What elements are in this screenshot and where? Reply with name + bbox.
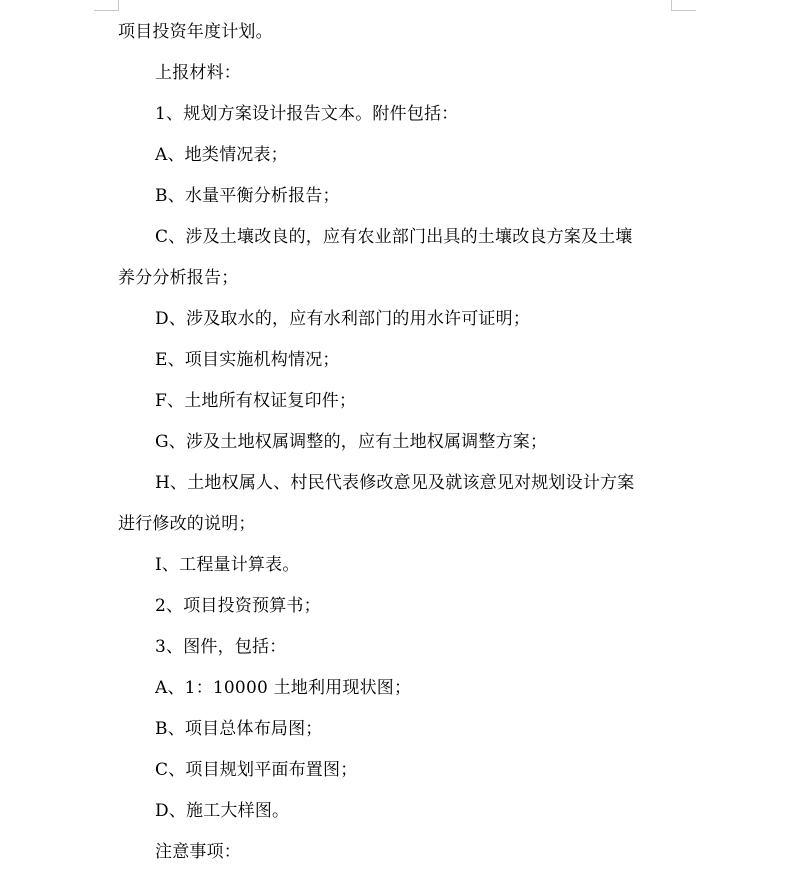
paragraph: E、项目实施机构情况；	[155, 350, 340, 370]
margin-corner-mark-left	[94, 0, 119, 11]
paragraph: C、项目规划平面布置图；	[155, 760, 358, 780]
paragraph: 2、项目投资预算书；	[155, 596, 321, 616]
paragraph: 3、图件，包括：	[155, 637, 287, 657]
paragraph: D、涉及取水的，应有水利部门的用水许可证明；	[155, 309, 531, 329]
paragraph: A、地类情况表；	[155, 145, 288, 165]
paragraph: 上报材料：	[155, 63, 241, 83]
paragraph: B、项目总体布局图；	[155, 719, 323, 739]
paragraph: 进行修改的说明；	[118, 514, 256, 534]
paragraph: B、水量平衡分析报告；	[155, 186, 340, 206]
paragraph: C、涉及土壤改良的，应有农业部门出具的土壤改良方案及土壤	[155, 227, 633, 247]
paragraph: 养分分析报告；	[118, 268, 239, 288]
paragraph: D、施工大样图。	[155, 801, 290, 821]
paragraph: H、土地权属人、村民代表修改意见及就该意见对规划设计方案	[155, 473, 635, 493]
paragraph: G、涉及土地权属调整的，应有土地权属调整方案；	[155, 432, 548, 452]
margin-corner-mark-right	[671, 0, 696, 11]
paragraph: I、工程量计算表。	[155, 555, 300, 575]
paragraph: 1、规划方案设计报告文本。附件包括：	[155, 104, 459, 124]
paragraph: 项目投资年度计划。	[118, 22, 273, 42]
paragraph: 注意事项：	[155, 842, 241, 862]
paragraph: A、1：10000 土地利用现状图；	[155, 678, 412, 698]
paragraph: F、土地所有权证复印件；	[155, 391, 357, 411]
document-body	[118, 12, 678, 873]
